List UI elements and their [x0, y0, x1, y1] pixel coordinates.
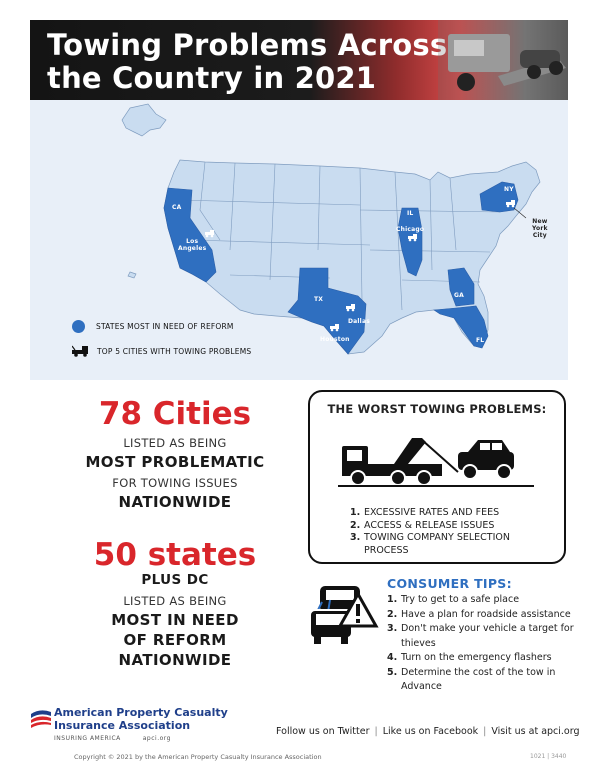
consumer-tips-list [387, 593, 577, 695]
tow-truck-illustration-icon [338, 428, 538, 492]
label-fl: FL [476, 337, 485, 344]
worst-problems-title: THE WORST TOWING PROBLEMS: [327, 402, 547, 416]
list-item: 5. Determine the cost of the tow in Advance [387, 666, 556, 692]
label-los-angeles: Los Angeles [178, 238, 207, 252]
label-il: IL [407, 210, 414, 217]
twitter-link[interactable]: Follow us on Twitter [276, 726, 370, 737]
tow-truck-icon [72, 345, 92, 357]
states-line2: LISTED AS BEING [123, 594, 227, 608]
states-line1: PLUS DC [141, 572, 209, 588]
states-line5: NATIONWIDE [118, 651, 232, 669]
website-link[interactable]: Visit us at apci.org [491, 726, 580, 737]
separator: | [483, 726, 487, 737]
org-name-line2: Insurance Association [54, 719, 191, 732]
list-item: 2. Have a plan for roadside assistance [387, 608, 571, 620]
list-item: 4. Turn on the emergency flashers [387, 652, 552, 663]
label-houston: Houston [320, 336, 350, 343]
legend-states-label: STATES MOST IN NEED OF REFORM [96, 321, 234, 331]
legend-row-states [72, 316, 251, 336]
legend-dot-icon [72, 320, 85, 333]
state-ak [122, 104, 166, 136]
list-item: 3. TOWING COMPANY SELECTION PROCESS [350, 532, 510, 556]
states-stat [60, 538, 290, 670]
map-legend [72, 316, 251, 366]
flag-swoosh-icon [30, 708, 52, 730]
org-tagline-text: INSURING AMERICA [54, 735, 121, 742]
cities-stat [60, 397, 290, 512]
tow-truck-photo [438, 20, 568, 100]
copyright-text: Copyright © 2021 by the American Property Casualty Insurance Association [74, 753, 322, 761]
cars-warning-icon [306, 580, 380, 646]
list-item: 1. Try to get to a safe place [387, 594, 520, 605]
separator: | [374, 726, 378, 737]
cities-number: 78 Cities [98, 396, 252, 432]
footer-links [276, 726, 580, 737]
label-ga: GA [454, 292, 464, 299]
org-url[interactable]: apci.org [142, 735, 171, 742]
facebook-link[interactable]: Like us on Facebook [382, 726, 479, 737]
us-map-panel [30, 100, 568, 380]
header-banner [30, 20, 568, 100]
cities-line1: LISTED AS BEING [123, 436, 227, 450]
state-hi [128, 272, 136, 278]
states-line3: MOST IN NEED [111, 611, 239, 629]
list-item: 1. EXCESSIVE RATES AND FEES [350, 507, 500, 518]
states-number: 50 states [93, 537, 257, 573]
legend-row-cities [72, 341, 251, 361]
label-dallas: Dallas [348, 318, 370, 325]
label-chicago: Chicago [396, 226, 425, 233]
list-item: 3. Don't make your vehicle a target for thieves [387, 623, 574, 649]
cities-line4: NATIONWIDE [118, 493, 232, 511]
worst-problems-list [350, 507, 529, 557]
legend-cities-label: TOP 5 CITIES WITH TOWING PROBLEMS [97, 346, 252, 356]
page-title: Towing Problems Across the Country in 2021 [47, 28, 448, 95]
worst-problems-box [308, 390, 566, 564]
label-new-york-city: New York City [532, 218, 548, 239]
org-tagline [54, 735, 171, 742]
label-ny: NY [504, 186, 514, 193]
list-item: 2. ACCESS & RELEASE ISSUES [350, 519, 495, 531]
org-name-line1: American Property Casualty [54, 706, 228, 719]
cities-line2: MOST PROBLEMATIC [85, 453, 265, 471]
label-ca: CA [172, 204, 182, 211]
consumer-tips-title: CONSUMER TIPS: [387, 576, 512, 591]
states-line4: OF REFORM [123, 631, 227, 649]
document-code: 1021 | 3440 [530, 753, 567, 760]
cities-line3: FOR TOWING ISSUES [112, 476, 238, 490]
label-tx: TX [314, 296, 324, 303]
